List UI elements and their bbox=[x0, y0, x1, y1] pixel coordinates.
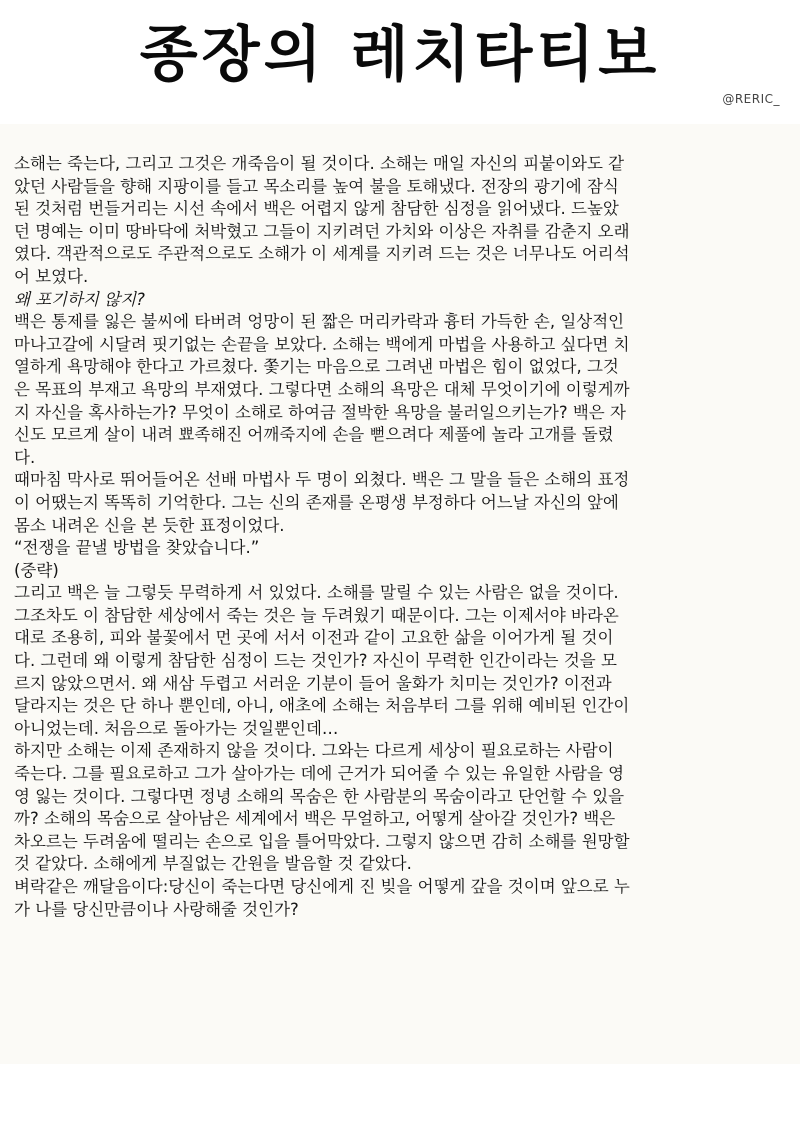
text-line: 이 어땠는지 똑똑히 기억한다. 그는 신의 존재를 온평생 부정하다 어느날 자신의 앞에 bbox=[14, 492, 619, 512]
text-line: 가 나를 당신만큼이나 사랑해줄 것인가? bbox=[14, 899, 299, 919]
text-line: 았던 사람들을 향해 지팡이를 들고 목소리를 높여 불을 토해냈다. 전장의 광기에 잠식 bbox=[14, 176, 619, 196]
text-line: 달라지는 것은 단 하나 뿐인데, 아니, 애초에 소해는 처음부터 그를 위해 예비된 인간이 bbox=[14, 696, 630, 716]
text-line: 차오르는 두려움에 떨리는 손으로 입을 틀어막았다. 그렇지 않으면 감히 소해를 원망할 bbox=[14, 831, 630, 851]
text-line: 대로 조용히, 피와 불꽃에서 먼 곳에 서서 이전과 같이 고요한 삶을 이어가게 될 것이 bbox=[14, 628, 614, 648]
author-handle: @RERIC_ bbox=[722, 92, 780, 106]
text-line: 지 자신을 혹사하는가? 무엇이 소해로 하여금 절박한 욕망을 불러일으키는가? 백은 자 bbox=[14, 402, 626, 422]
text-line: 까? 소해의 목숨으로 살아남은 세계에서 백은 무얼하고, 어떻게 살아갈 것인가? 백은 bbox=[14, 809, 616, 829]
text-line: 백은 통제를 잃은 불씨에 타버려 엉망이 된 짧은 머리카락과 흉터 가득한 손, 일상적인 bbox=[14, 312, 625, 332]
text-line: 마나고갈에 시달려 핏기없는 손끝을 보았다. 소해는 백에게 마법을 사용하고 싶다면 치 bbox=[14, 334, 630, 354]
text-line: 아니었는데. 처음으로 돌아가는 것일뿐인데… bbox=[14, 718, 339, 738]
text-line: 그리고 백은 늘 그렇듯 무력하게 서 있었다. 소해를 말릴 수 있는 사람은 없을 것이다. bbox=[14, 583, 619, 603]
text-line: 어 보였다. bbox=[14, 266, 89, 286]
text-line: 던 명예는 이미 땅바닥에 처박혔고 그들이 지키려던 가치와 이상은 자취를 감춘지 오래 bbox=[14, 221, 630, 241]
text-line: 열하게 욕망해야 한다고 가르쳤다. 쫓기는 마음으로 그려낸 마법은 힘이 없었다, 그것 bbox=[14, 357, 619, 377]
text-line: 신도 모르게 살이 내려 뾰족해진 어깨죽지에 손을 뻗으려다 제풀에 놀라 고개를 돌렸 bbox=[14, 425, 614, 445]
body-text bbox=[14, 153, 788, 921]
text-line: 왜 포기하지 않지? bbox=[14, 289, 145, 309]
text-line: 죽는다. 그를 필요로하고 그가 살아가는 데에 근거가 되어줄 수 있는 유일한 사람을 영 bbox=[14, 764, 625, 784]
text-line: 벼락같은 깨달음이다:당신이 죽는다면 당신에게 진 빚을 어떻게 갚을 것이며 앞으로 누 bbox=[14, 877, 630, 896]
text-line: 다. 그런데 왜 이렇게 참담한 심정이 드는 것인가? 자신이 무력한 인간이라는 것을 모 bbox=[14, 651, 617, 671]
text-line: 르지 않았으면서. 왜 새삼 두렵고 서러운 기분이 들어 울화가 치미는 것인가? 이전과 bbox=[14, 673, 612, 693]
document-title: 종장의 레치타티보 bbox=[139, 20, 661, 90]
text-line: 그조차도 이 참담한 세상에서 죽는 것은 늘 두려웠기 때문이다. 그는 이제서야 바라온 bbox=[14, 605, 619, 625]
text-line: “전쟁을 끝낼 방법을 찾았습니다.” bbox=[14, 538, 260, 558]
text-line: 몸소 내려온 신을 본 듯한 표정이었다. bbox=[14, 515, 285, 535]
text-line: (중략) bbox=[14, 560, 59, 580]
text-line: 것 같았다. 소해에게 부질없는 간원을 발음할 것 같았다. bbox=[14, 854, 412, 874]
text-line: 은 목표의 부재고 욕망의 부재였다. 그렇다면 소해의 욕망은 대체 무엇이기에 이렇게까 bbox=[14, 379, 630, 399]
text-line: 영 잃는 것이다. 그렇다면 정녕 소해의 목숨은 한 사람분의 목숨이라고 단언할 수 있을 bbox=[14, 786, 625, 806]
text-line: 였다. 객관적으로도 주관적으로도 소해가 이 세계를 지키려 드는 것은 너무나도 어리석 bbox=[14, 244, 630, 264]
text-line: 된 것처럼 번들거리는 시선 속에서 백은 어렵지 않게 참담한 심정을 읽어냈다. 드높았 bbox=[14, 199, 619, 219]
text-line: 소해는 죽는다, 그리고 그것은 개죽음이 될 것이다. 소해는 매일 자신의 피붙이와도 같 bbox=[14, 154, 625, 173]
text-line: 때마침 막사로 뛰어들어온 선배 마법사 두 명이 외쳤다. 백은 그 말을 들은 소해의 표정 bbox=[14, 470, 630, 490]
text-line: 하지만 소해는 이제 존재하지 않을 것이다. 그와는 다르게 세상이 필요로하는 사람이 bbox=[14, 741, 614, 761]
text-line: 다. bbox=[14, 447, 36, 467]
